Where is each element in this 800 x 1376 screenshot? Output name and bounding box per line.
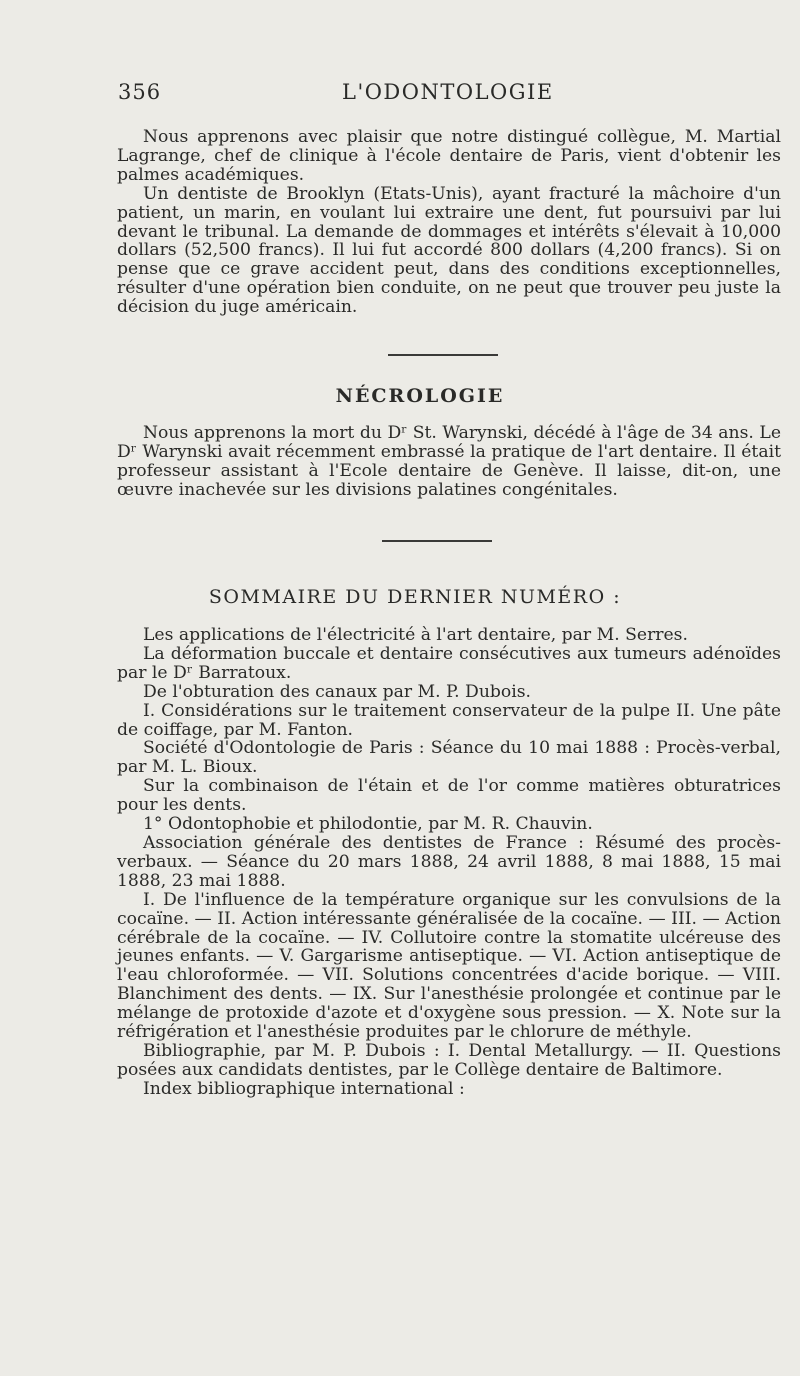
list-item: Index bibliographique international : <box>143 1078 465 1099</box>
section-divider <box>382 540 492 542</box>
page-number: 356 <box>118 80 162 104</box>
list-item: De l'obturation des canaux par M. P. Dubois. <box>143 681 532 702</box>
list-item: Bibliographie, par M. P. Dubois : I. Dental Metallurgy. — II. Questions posées aux candidats dentistes, par le Collège dentaire de Baltimore. <box>117 1040 781 1080</box>
list-item: Association générale des dentistes de France : Résumé des procès-verbaux. — Séance du 20 mars 1888, 24 avril 1888, 8 mai 1888, 15 mai 1888, 23 mai 1888. <box>117 832 781 891</box>
intro-section <box>117 128 781 317</box>
sommaire-heading: SOMMAIRE DU DERNIER NUMÉRO : <box>208 586 622 608</box>
necrologie-section <box>117 424 781 500</box>
paragraph-warynski: Nous apprenons la mort du Dʳ St. Warynski, décédé à l'âge de 34 ans. Le Dʳ Warynski avait récemment embrassé la pratique de l'art dentaire. Il était professeur assistant à l'Ecole dentaire de Genève. Il laisse, dit-on, une œuvre inachevée sur les divisions palatines congénitales. <box>117 423 781 500</box>
list-item: I. Considérations sur le traitement conservateur de la pulpe II. Une pâte de coiffage, par M. Fanton. <box>117 700 781 740</box>
page-header <box>118 80 740 110</box>
list-item: La déformation buccale et dentaire consécutives aux tumeurs adénoïdes par le Dʳ Barratoux. <box>117 643 781 683</box>
running-title: L'ODONTOLOGIE <box>342 80 554 104</box>
paragraph-distinction: Nous apprenons avec plaisir que notre distingué collègue, M. Martial Lagrange, chef de clinique à l'école dentaire de Paris, vient d'obtenir les palmes académiques. <box>117 127 781 185</box>
paragraph-brooklyn: Un dentiste de Brooklyn (Etats-Unis), ayant fracturé la mâchoire d'un patient, un marin, en voulant lui extraire une dent, fut poursuivi par lui devant le tribunal. La demande de dommages et intérêts s'élevait à 10,000 dollars (52,500 francs). Il lui fut accordé 800 dollars (4,200 francs). Si on pense que ce grave accident peut, dans des conditions exceptionnelles, résulter d'une opération bien conduite, on ne peut que trouver peu juste la décision du juge américain. <box>117 183 781 318</box>
list-item: Société d'Odontologie de Paris : Séance du 10 mai 1888 : Procès-verbal, par M. L. Bioux. <box>117 738 781 778</box>
necrologie-heading: NÉCROLOGIE <box>335 385 505 407</box>
list-item: Sur la combinaison de l'étain et de l'or comme matières obturatrices pour les dents. <box>117 776 781 816</box>
section-divider <box>388 354 498 356</box>
sommaire-list <box>117 626 781 1099</box>
list-item: 1° Odontophobie et philodontie, par M. R. Chauvin. <box>143 814 593 835</box>
list-item: Les applications de l'électricité à l'art dentaire, par M. Serres. <box>143 625 688 645</box>
list-item: I. De l'influence de la température organique sur les convulsions de la cocaïne. — II. Action intéressante généralisée de la cocaïne. — III. — Action cérébrale de la cocaïne. — IV. Collutoire contre la stomatite ulcéreuse des jeunes enfants. — V. Gargarisme antiseptique. — VI. Action antiseptique de l'eau chloroformée. — VII. Solutions concentrées d'acide borique. — VIII. Blanchiment des dents. — IX. Sur l'anesthésie prolongée et continue par le mélange de protoxide d'azote et d'oxygène sous pression. — X. Note sur la réfrigération et l'anesthésie produites par le chlorure de méthyle. <box>117 889 781 1043</box>
